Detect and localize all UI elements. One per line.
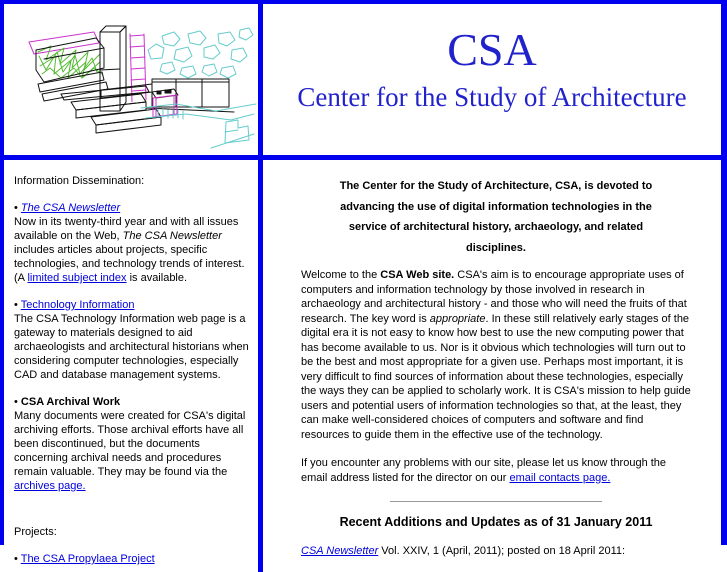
sidebar-heading: Information Dissemination: [14,175,145,187]
welcome-text: CSA's aim is to encourage appropriate uses of computers and information technology by those involved in research in archaeology and architectural history - and those who will need the fruits of that research. The key word is [301,269,687,325]
welcome-text: . In these still relatively early stages of the digital era it is not easy to know how best to use the new computing power that has become available to us. Nor is it obvious which technologies will turn out to be the best and most appropriate for a given use. Perhaps most important, it is very difficult to find sources of information about these technologies, especially the ways they can be applied to scholarly work. It is CSA's mission to help guide users and potential users of information technologies so that, at the least, they can make well-considered choices of computers and software and find resources to guide them in the effective use of the technology. [301,312,691,441]
newsletter-update-text: Vol. XXIV, 1 (April, 2011); posted on 18 April 2011: [378,544,626,557]
bullet: • [14,553,18,565]
mission-line: advancing the use of digital information technologies in the [340,200,652,213]
sidebar [4,160,263,572]
projects-heading: Projects: [14,526,57,538]
newsletter-text: includes articles about projects, specific technologies, and technology trends of interest. (A [14,244,245,284]
technology-text: The CSA Technology Information web page is a gateway to materials designed to aid archaeologists and architectural historians when considering computer technologies, especially CAD and database management systems. [14,313,249,381]
site-title: CSA [447,24,537,75]
sidebar-section-newsletter [14,201,250,285]
archives-page-link[interactable]: archives page. [14,480,86,492]
cad-wireframe-drawing-icon [16,22,256,150]
technology-information-link[interactable]: Technology Information [20,299,135,311]
updates-heading: Recent Additions and Updates as of 31 January 2011 [339,515,653,529]
title-cell [263,4,721,160]
welcome-paragraph [301,268,691,442]
sidebar-section-technology [14,298,250,382]
welcome-text: Welcome to the [301,269,381,281]
csa-web-site-bold: CSA Web site. [380,269,455,281]
propylaea-project-link[interactable]: The CSA Propylaea Project [20,553,155,565]
newsletter-update-line [301,544,691,559]
archival-work-heading: CSA Archival Work [20,396,121,408]
bullet: • [14,396,18,408]
main-content [263,160,721,572]
newsletter-text: Now in its twenty-third year and with all issues available on the Web, [14,216,239,242]
appropriate-italic: appropriate [429,312,486,325]
logo-cell [4,4,263,160]
bullet: • [14,299,18,311]
limited-subject-index-link[interactable]: limited subject index [27,272,127,284]
contact-text: If you encounter any problems with our site, please let us know through the email address listed for the director on our [301,457,667,484]
csa-newsletter-link[interactable]: CSA Newsletter [301,544,379,557]
mission-statement [301,176,691,258]
mission-line: service of architectural history, archaeology, and related [348,221,644,233]
newsletter-text: is available. [126,272,188,284]
archival-text: Many documents were created for CSA's digital archiving efforts. Those archival efforts have all been discontinued, but the documents concerning archival needs and procedures remain valuable. They may be found via the [14,410,246,478]
mission-line: disciplines. [466,241,526,254]
mission-line: The Center for the Study of Architecture, CSA, is devoted to [339,180,653,192]
site-subtitle: Center for the Study of Architecture [297,82,687,112]
contact-paragraph [301,456,691,485]
bullet: • [14,202,18,214]
newsletter-title-italic: The CSA Newsletter [122,230,222,242]
section-divider [390,501,602,502]
sidebar-section-projects [14,552,250,566]
email-contacts-page-link[interactable]: email contacts page. [509,471,611,484]
sidebar-section-archival [14,395,250,493]
csa-newsletter-link[interactable]: The CSA Newsletter [20,202,121,214]
